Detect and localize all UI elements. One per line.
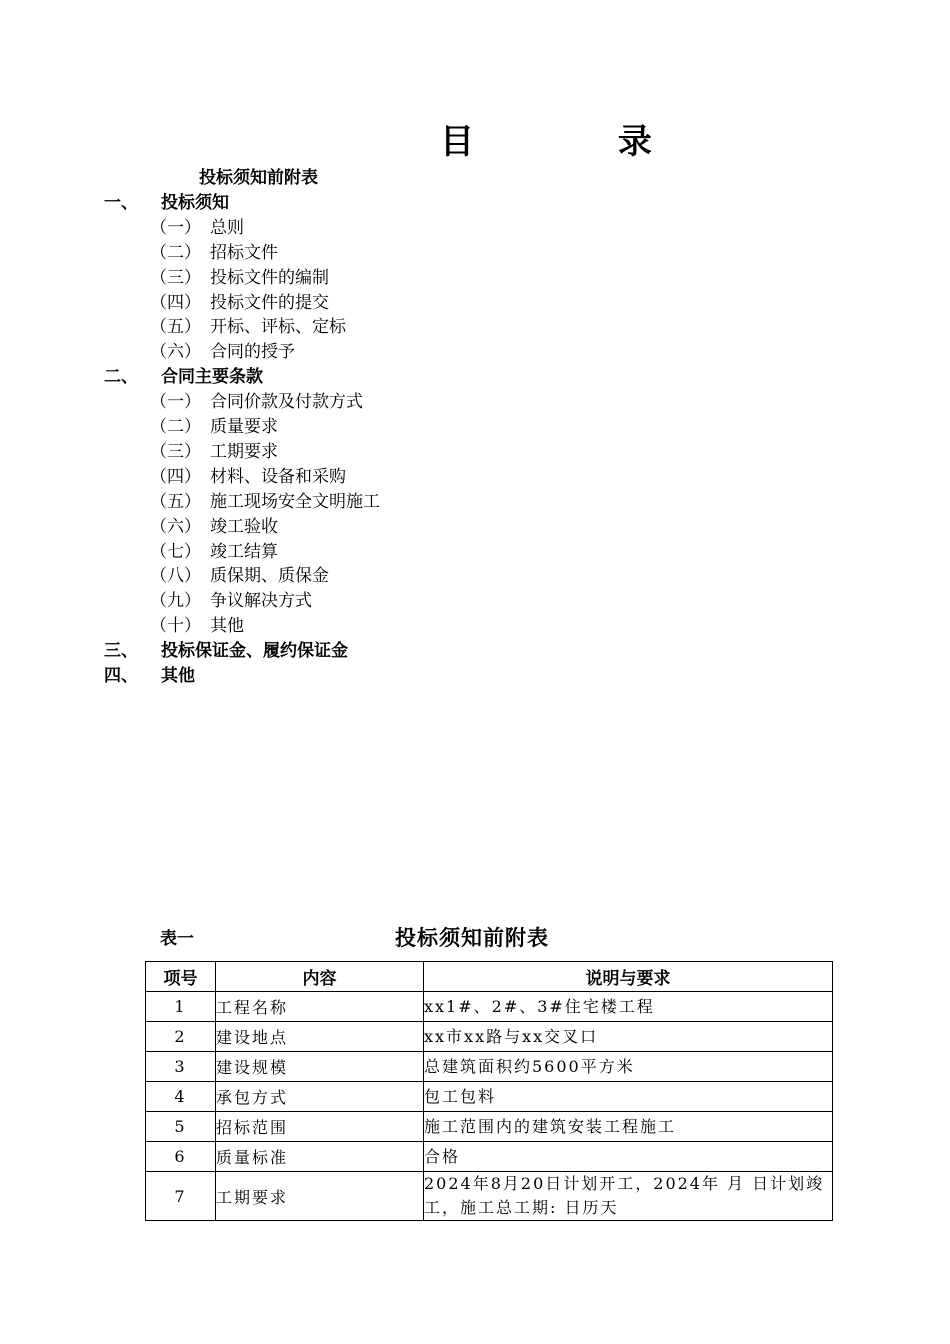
- toc-item-text: 投标文件的提交: [210, 292, 329, 313]
- toc-item-text: 竣工验收: [210, 516, 278, 537]
- toc-item-text: 合同的授予: [210, 342, 295, 363]
- row-content: 建设地点: [216, 1022, 424, 1052]
- toc-item-text: 其他: [210, 616, 244, 637]
- row-content: 工程名称: [216, 992, 424, 1022]
- toc-item-number: 四、: [104, 666, 138, 686]
- toc-item-number: （十）: [150, 616, 201, 637]
- row-index: 3: [146, 1052, 216, 1082]
- toc-item[interactable]: [199, 166, 318, 190]
- toc-item-number: （一）: [150, 392, 201, 413]
- row-content: 质量标准: [216, 1142, 424, 1172]
- row-description: 包工包料: [424, 1082, 833, 1112]
- toc-item-number: （四）: [150, 466, 201, 487]
- toc-item-number: （五）: [150, 491, 201, 512]
- toc-item-text: 质保期、质保金: [210, 566, 329, 587]
- header-content: 内容: [216, 962, 424, 992]
- toc-item-number: （三）: [150, 441, 201, 462]
- row-index: 6: [146, 1142, 216, 1172]
- toc-item-number: （二）: [150, 417, 201, 437]
- table-row: [146, 1052, 833, 1082]
- table-header-row: [146, 962, 833, 992]
- toc-item-text: 工期要求: [210, 441, 278, 462]
- toc-item-number: （五）: [150, 317, 201, 338]
- row-description: 合格: [424, 1142, 833, 1172]
- toc-item-number: （三）: [150, 267, 201, 288]
- toc-item-text: 合同价款及付款方式: [210, 392, 363, 413]
- toc-item-number: （九）: [150, 591, 201, 612]
- toc-item-text: 开标、评标、定标: [210, 317, 346, 338]
- row-description: 总建筑面积约5600平方米: [424, 1052, 833, 1082]
- row-index: 7: [146, 1172, 216, 1221]
- table-row: [146, 1142, 833, 1172]
- row-description: 2024年8月20日计划开工，2024年 月 日计划竣工，施工总工期: 日历天: [424, 1172, 833, 1221]
- toc-item-number: 二、: [104, 367, 138, 388]
- toc-item-text: 投标保证金、履约保证金: [161, 641, 348, 662]
- row-index: 5: [146, 1112, 216, 1142]
- toc-item-text: 质量要求: [210, 417, 278, 437]
- toc-item-number: （七）: [150, 541, 201, 562]
- toc-item-text: 投标须知: [161, 192, 229, 213]
- table-row: [146, 1082, 833, 1112]
- toc-item-text: 争议解决方式: [210, 591, 312, 612]
- toc-item-number: 一、: [104, 192, 138, 213]
- toc-item-text: 竣工结算: [210, 541, 278, 562]
- toc-item-number: （八）: [150, 566, 201, 587]
- toc-item-number: （二）: [150, 242, 201, 263]
- toc-item-text: 其他: [161, 666, 195, 686]
- toc-item-number: （四）: [150, 292, 201, 313]
- row-index: 1: [146, 992, 216, 1022]
- row-index: 2: [146, 1022, 216, 1052]
- requirements-table: [145, 961, 833, 1221]
- table-row: [146, 1112, 833, 1142]
- toc-item-text: 材料、设备和采购: [210, 466, 346, 487]
- header-description: 说明与要求: [424, 962, 833, 992]
- row-description: xx市xx路与xx交叉口: [424, 1022, 833, 1052]
- row-content: 承包方式: [216, 1082, 424, 1112]
- table-row: [146, 1172, 833, 1221]
- page-title: 目 录: [440, 122, 718, 162]
- toc-item-number: （六）: [150, 516, 201, 537]
- table-title: 投标须知前附表: [395, 925, 549, 950]
- toc-item-number: （一）: [150, 217, 201, 238]
- toc-item-text: 合同主要条款: [161, 367, 263, 388]
- toc-item-text: 投标文件的编制: [210, 267, 329, 288]
- toc-item-number: 三、: [104, 641, 138, 662]
- row-description: xx1#、2#、3#住宅楼工程: [424, 992, 833, 1022]
- table-row: [146, 1022, 833, 1052]
- row-description: 施工范围内的建筑安装工程施工: [424, 1112, 833, 1142]
- row-content: 建设规模: [216, 1052, 424, 1082]
- toc-item-text: 招标文件: [210, 242, 278, 263]
- table-caption: 表一: [160, 929, 194, 949]
- toc-item-number: （六）: [150, 342, 201, 363]
- table-row: [146, 992, 833, 1022]
- toc-item-text: 总则: [210, 217, 244, 238]
- toc-item-text: 施工现场安全文明施工: [210, 491, 380, 512]
- row-content: 工期要求: [216, 1172, 424, 1221]
- row-index: 4: [146, 1082, 216, 1112]
- row-content: 招标范围: [216, 1112, 424, 1142]
- toc-item-text: 投标须知前附表: [199, 168, 318, 188]
- header-index: 项号: [146, 962, 216, 992]
